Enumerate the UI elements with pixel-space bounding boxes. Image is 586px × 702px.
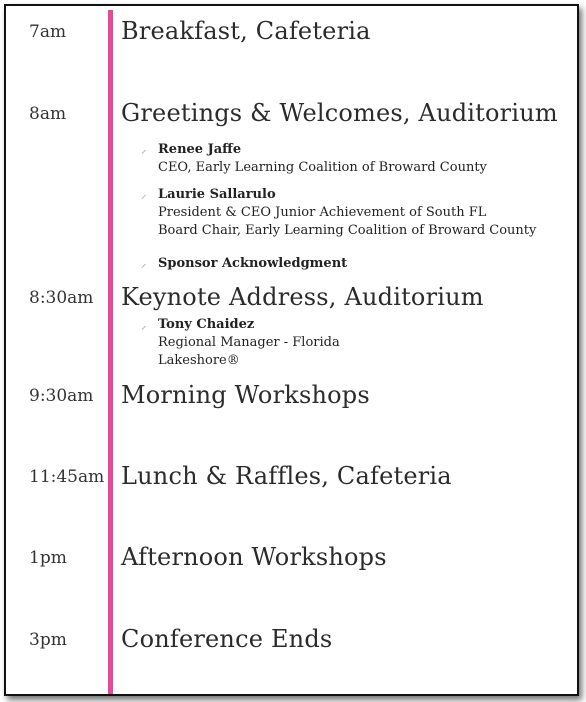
- speaker-role: President & CEO Junior Achievement of South FL: [158, 205, 487, 220]
- event-title: Afternoon Workshops: [121, 543, 387, 571]
- timeline-divider: [108, 10, 113, 694]
- time-label: 11:45am: [29, 467, 105, 487]
- time-label: 9:30am: [29, 386, 94, 406]
- event-title: Morning Workshops: [121, 381, 370, 409]
- speaker-name: Tony Chaidez: [158, 317, 255, 332]
- time-label: 8:30am: [29, 288, 94, 308]
- time-label: 7am: [29, 22, 67, 42]
- event-title: Lunch & Raffles, Cafeteria: [121, 462, 452, 490]
- bullet-icon: ⸝: [141, 143, 147, 156]
- event-title: Breakfast, Cafeteria: [121, 17, 371, 45]
- event-title: Greetings & Welcomes, Auditorium: [121, 99, 558, 127]
- speaker-role: CEO, Early Learning Coalition of Broward County: [158, 160, 487, 175]
- bullet-icon: ⸝: [141, 257, 147, 270]
- speaker-name: Renee Jaffe: [158, 142, 242, 157]
- bullet-icon: ⸝: [141, 319, 147, 332]
- speaker-name: Sponsor Acknowledgment: [158, 256, 348, 271]
- bullet-icon: ⸝: [141, 188, 147, 201]
- event-title: Conference Ends: [121, 625, 333, 653]
- speaker-item: [158, 255, 347, 273]
- speaker-role: Board Chair, Early Learning Coalition of Broward County: [158, 223, 537, 238]
- speaker-company: Lakeshore®: [158, 353, 240, 368]
- time-label: 3pm: [29, 630, 67, 650]
- time-label: 8am: [29, 104, 67, 124]
- event-title: Keynote Address, Auditorium: [121, 283, 484, 311]
- speaker-role: Regional Manager - Florida: [158, 335, 340, 350]
- time-label: 1pm: [29, 548, 67, 568]
- speaker-item: [158, 186, 536, 240]
- speaker-name: Laurie Sallarulo: [158, 187, 276, 202]
- speaker-item: [158, 316, 340, 370]
- speaker-item: [158, 141, 487, 177]
